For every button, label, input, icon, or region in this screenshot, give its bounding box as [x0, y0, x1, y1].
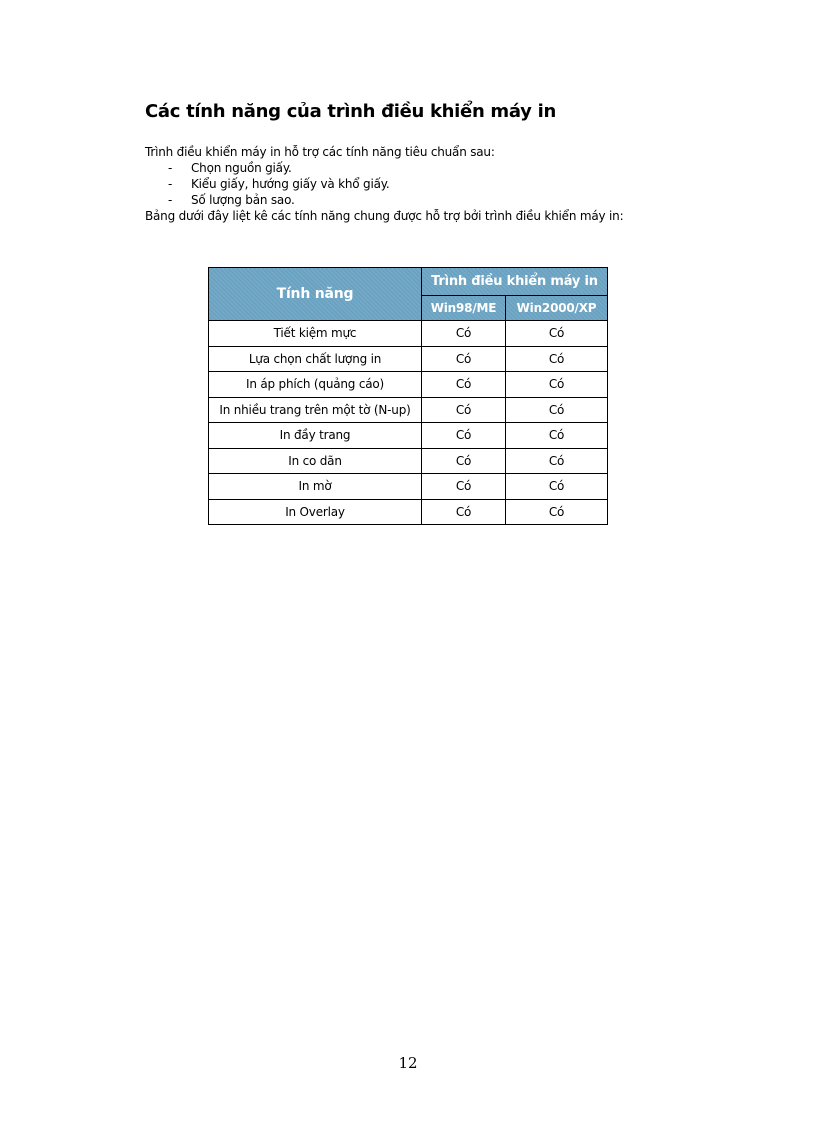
table-row — [209, 346, 608, 372]
features-table — [208, 267, 608, 525]
win2000-cell: Có — [506, 346, 608, 372]
table-row — [209, 448, 608, 474]
feature-cell: In co dãn — [209, 448, 422, 474]
win2000-cell: Có — [506, 474, 608, 500]
win2000-cell: Có — [506, 321, 608, 347]
win98-cell: Có — [422, 448, 506, 474]
bullet-text: Chọn nguồn giấy. — [191, 161, 292, 175]
bullet-dash: - — [168, 193, 173, 207]
feature-cell: Tiết kiệm mực — [209, 321, 422, 347]
win98-cell: Có — [422, 321, 506, 347]
win98-cell: Có — [422, 397, 506, 423]
feature-cell: Lựa chọn chất lượng in — [209, 346, 422, 372]
bullet-text: Số lượng bản sao. — [191, 193, 295, 207]
bullet-dash: - — [168, 177, 173, 191]
table-intro-text: Bảng dưới đây liệt kê các tính năng chung được hỗ trợ bởi trình điều khiển máy in: — [145, 209, 624, 223]
table-row — [209, 397, 608, 423]
bullet-item — [145, 176, 623, 192]
feature-cell: In Overlay — [209, 499, 422, 525]
intro-section — [145, 144, 623, 224]
win98-cell: Có — [422, 499, 506, 525]
bullet-dash: - — [168, 161, 173, 175]
page-title: Các tính năng của trình điều khiển máy in — [145, 101, 556, 122]
win2000-cell: Có — [506, 397, 608, 423]
win2000-column-header: Win2000/XP — [506, 296, 608, 321]
feature-cell: In đầy trang — [209, 423, 422, 449]
win2000-cell: Có — [506, 423, 608, 449]
table-row — [209, 423, 608, 449]
feature-cell: In áp phích (quảng cáo) — [209, 372, 422, 398]
bullet-text: Kiểu giấy, hướng giấy và khổ giấy. — [191, 177, 390, 191]
win98-column-header: Win98/ME — [422, 296, 506, 321]
feature-cell: In mờ — [209, 474, 422, 500]
win98-cell: Có — [422, 423, 506, 449]
table-row — [209, 321, 608, 347]
win98-cell: Có — [422, 372, 506, 398]
driver-column-header: Trình điều khiển máy in — [422, 268, 608, 296]
intro-text: Trình điều khiển máy in hỗ trợ các tính năng tiêu chuẩn sau: — [145, 145, 495, 159]
win2000-cell: Có — [506, 499, 608, 525]
bullet-item — [145, 160, 623, 176]
table-row — [209, 499, 608, 525]
win98-cell: Có — [422, 474, 506, 500]
page-number: 12 — [398, 1054, 418, 1072]
feature-column-header: Tính năng — [209, 268, 422, 321]
bullet-item — [145, 192, 623, 208]
win2000-cell: Có — [506, 372, 608, 398]
win2000-cell: Có — [506, 448, 608, 474]
win98-cell: Có — [422, 346, 506, 372]
table-row — [209, 474, 608, 500]
table-row — [209, 372, 608, 398]
feature-cell: In nhiều trang trên một tờ (N-up) — [209, 397, 422, 423]
feature-bullet-list — [145, 160, 623, 208]
table-header-row — [209, 268, 608, 296]
